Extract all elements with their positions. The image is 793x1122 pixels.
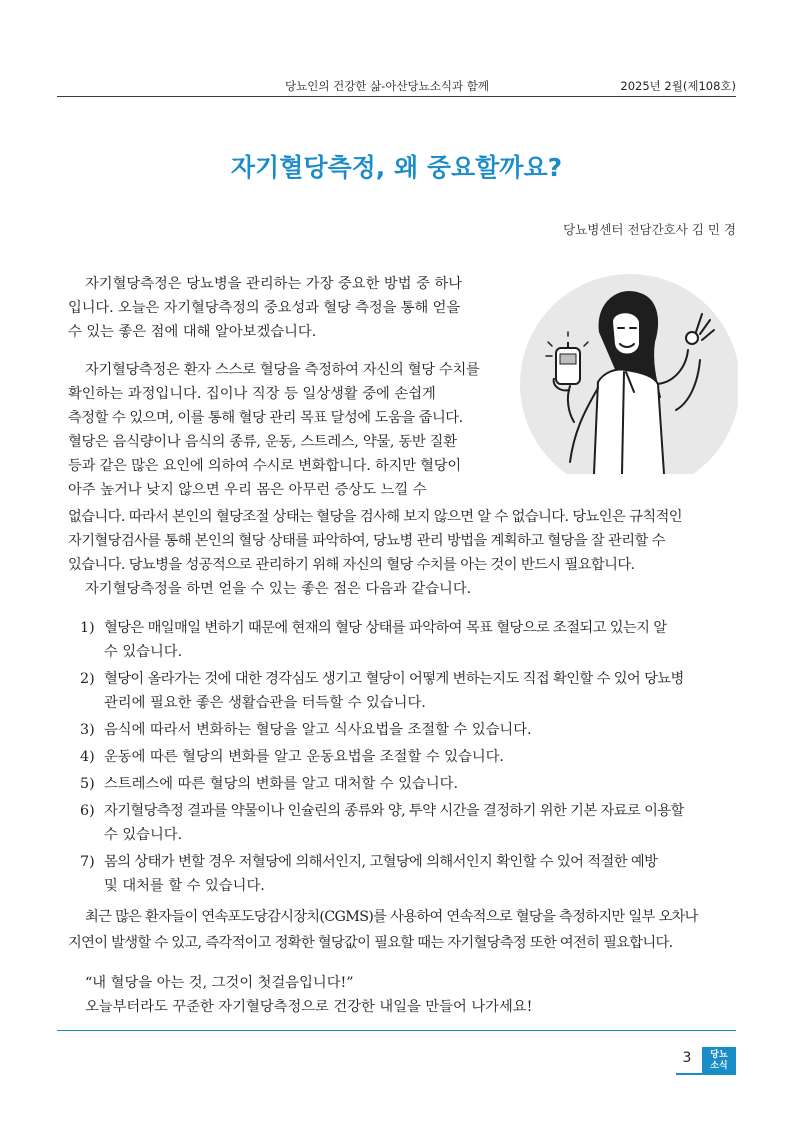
list-item: [80, 745, 740, 769]
intro-line-2: 입니다. 오늘은 자기혈당측정의 중요성과 혈당 측정을 통해 얻을: [68, 300, 461, 316]
body-line-4: 혈당은 음식량이나 음식의 종류, 운동, 스트레스, 약물, 동반 질환: [68, 434, 457, 450]
list-item: [80, 616, 740, 664]
body-line-9: 있습니다. 당뇨병을 성공적으로 관리하기 위해 자신의 혈당 수치를 아는 것이 반드시 필요합니다.: [68, 557, 635, 573]
body-line-2: 확인하는 과정입니다. 집이나 직장 등 일상생활 중에 손쉽게: [68, 386, 436, 402]
list-number: 7): [80, 854, 95, 870]
closing-line: 오늘부터라도 꾸준한 자기혈당측정으로 건강한 내일을 만들어 나가세요!: [85, 999, 533, 1015]
article-author: 당뇨병센터 전담간호사 김 민 경: [563, 222, 736, 237]
body-line-5: 등과 같은 많은 요인에 의하여 수시로 변화합니다. 하지만 혈당이: [68, 458, 461, 474]
list-number: 3): [80, 722, 95, 738]
list-item: [80, 718, 740, 742]
list-number: 6): [80, 803, 95, 819]
list-text-line-1: 스트레스에 따른 혈당의 변화를 알고 대처할 수 있습니다.: [104, 776, 459, 792]
list-item: [80, 850, 740, 898]
list-text-line-1: 자기혈당측정 결과를 약물이나 인슐린의 종류와 양, 투약 시간을 결정하기 위한 기본 자료로 이용할: [104, 803, 684, 819]
list-item: [80, 772, 740, 796]
intro-line-3: 수 있는 좋은 점에 대해 알아보겠습니다.: [68, 324, 317, 340]
page-number-underline: [676, 1073, 702, 1075]
body-line-7: 없습니다. 따라서 본인의 혈당조절 상태는 혈당을 검사해 보지 않으면 알 수 없습니다. 당뇨인은 규칙적인: [68, 509, 683, 525]
list-item: [80, 799, 740, 847]
article-title: 자기혈당측정, 왜 중요할까요?: [230, 153, 563, 182]
woman-glucometer-illustration: [508, 272, 738, 474]
body-line-6: 아주 높거나 낮지 않으면 우리 몸은 아무런 증상도 느낄 수: [68, 482, 427, 498]
body-line-1: 자기혈당측정은 환자 스스로 혈당을 측정하여 자신의 혈당 수치를: [85, 362, 480, 378]
benefits-list: [80, 616, 740, 901]
list-text-line-1: 운동에 따른 혈당의 변화를 알고 운동요법을 조절할 수 있습니다.: [104, 749, 504, 765]
page-number: 3: [682, 1050, 692, 1066]
cgms-line-2: 지연이 발생할 수 있고, 즉각적이고 정확한 혈당값이 필요할 때는 자기혈당측정 또한 여전히 필요합니다.: [68, 935, 673, 951]
list-text-line-2: 수 있습니다.: [104, 644, 183, 660]
list-item: [80, 667, 740, 715]
publication-name: 당뇨인의 건강한 삶-아산당뇨소식과 함께: [285, 79, 489, 93]
footer-divider: [57, 1030, 736, 1031]
cgms-line-1: 최근 많은 환자들이 연속포도당감시장치(CGMS)를 사용하여 연속적으로 혈당을 측정하지만 일부 오차나: [85, 909, 698, 925]
closing-quote: “내 혈당을 아는 것, 그것이 첫걸음입니다!”: [85, 975, 354, 991]
list-text-line-1: 몸의 상태가 변할 경우 저혈당에 의해서인지, 고혈당에 의해서인지 확인할 수 있어 적절한 예방: [104, 854, 658, 870]
badge-line-1: 당뇨: [710, 1050, 728, 1060]
badge-line-2: 소식: [710, 1061, 728, 1071]
list-number: 2): [80, 671, 95, 687]
section-badge: [702, 1047, 736, 1075]
list-text-line-2: 관리에 필요한 좋은 생활습관을 터득할 수 있습니다.: [104, 695, 426, 711]
list-text-line-1: 혈당이 올라가는 것에 대한 경각심도 생기고 혈당이 어떻게 변하는지도 직접 확인할 수 있어 당뇨병: [104, 671, 684, 687]
issue-info: 2025년 2월(제108호): [620, 79, 736, 93]
list-text-line-1: 음식에 따라서 변화하는 혈당을 알고 식사요법을 조절할 수 있습니다.: [104, 722, 532, 738]
benefits-intro: 자기혈당측정을 하면 얻을 수 있는 좋은 점은 다음과 같습니다.: [85, 581, 472, 597]
list-number: 1): [80, 620, 95, 636]
header-divider: [57, 96, 736, 97]
body-line-3: 측정할 수 있으며, 이를 통해 혈당 관리 목표 달성에 도움을 줍니다.: [68, 410, 463, 426]
page-header: [57, 74, 736, 96]
intro-line-1: 자기혈당측정은 당뇨병을 관리하는 가장 중요한 방법 중 하나: [85, 276, 463, 292]
list-text-line-1: 혈당은 매일매일 변하기 때문에 현재의 혈당 상태를 파악하여 목표 혈당으로 조절되고 있는지 알: [104, 620, 667, 636]
list-text-line-2: 수 있습니다.: [104, 827, 183, 843]
body-line-8: 자기혈당검사를 통해 본인의 혈당 상태를 파악하여, 당뇨병 관리 방법을 계획하고 혈당을 잘 관리할 수: [68, 533, 665, 549]
list-number: 4): [80, 749, 95, 765]
list-number: 5): [80, 776, 95, 792]
list-text-line-2: 및 대처를 할 수 있습니다.: [104, 878, 265, 894]
